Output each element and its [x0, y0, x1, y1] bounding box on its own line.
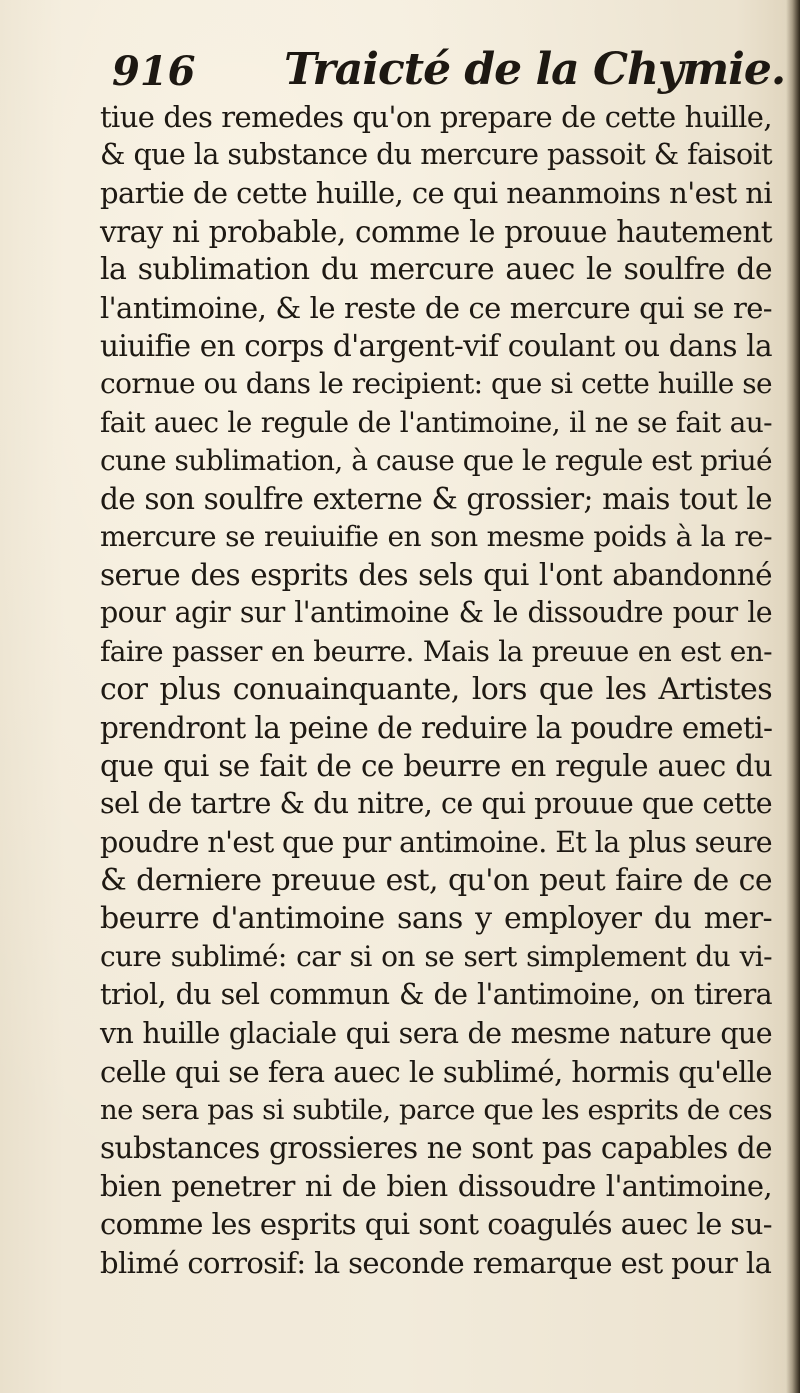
text-line: celle qui se fera auec le sublimé, hormis qu'elle — [100, 1054, 772, 1089]
text-line: ne sera pas si subtile, parce que les esprits de ces — [100, 1093, 772, 1126]
text-line: bien penetrer ni de bien dissoudre l'antimoine, — [100, 1169, 772, 1204]
text-line: pour agir sur l'antimoine & le dissoudre pour le — [100, 596, 772, 630]
text-line: & derniere preuue est, qu'on peut faire de ce — [100, 862, 772, 898]
text-line: faire passer en beurre. Mais la preuue en est en- — [100, 634, 772, 668]
text-line: comme les esprits qui sont coagulés auec le su- — [100, 1207, 772, 1242]
text-line: serue des esprits des sels qui l'ont abandonné — [100, 558, 772, 593]
text-line: blimé corrosif: la seconde remarque est pour la — [100, 1245, 772, 1280]
text-line: poudre n'est que pur antimoine. Et la plus seure — [100, 825, 772, 859]
text-line: cornue ou dans le recipient: que si cette huille se — [100, 367, 772, 401]
text-line: cure sublimé: car si on se sert simplement du vi- — [100, 940, 772, 974]
text-line: mercure se reuiuifie en son mesme poids à la re- — [100, 520, 772, 554]
text-line: vray ni probable, comme le prouue hautement — [100, 214, 772, 249]
text-line: la sublimation du mercure auec le soulfre de — [100, 251, 772, 287]
text-line: & que la substance du mercure passoit & faisoit — [100, 138, 772, 172]
text-line: triol, du sel commun & de l'antimoine, on tirera — [100, 978, 772, 1012]
text-line: prendront la peine de reduire la poudre emeti- — [100, 711, 773, 745]
page-header — [108, 40, 786, 102]
text-line: tiue des remedes qu'on prepare de cette huille, — [100, 100, 772, 134]
page-number: 916 — [112, 48, 196, 95]
text-line: beurre d'antimoine sans y employer du mer- — [100, 900, 772, 936]
text-line: partie de cette huille, ce qui neanmoins n'est ni — [100, 176, 772, 211]
text-line: uiuifie en corps d'argent-vif coulant ou dans la — [100, 329, 772, 364]
text-line: fait auec le regule de l'antimoine, il ne se fait au- — [100, 405, 772, 439]
text-line: cor plus conuainquante, lors que les Artistes — [100, 671, 772, 707]
text-line: l'antimoine, & le reste de ce mercure qui se re- — [100, 290, 772, 325]
text-line: sel de tartre & du nitre, ce qui prouue que cette — [100, 787, 772, 821]
text-line: que qui se fait de ce beurre en regule auec du — [100, 749, 772, 784]
text-line: cune sublimation, à cause que le regule est priué — [100, 443, 772, 477]
text-line: vn huille glaciale qui sera de mesme nature que — [100, 1016, 772, 1050]
body-text — [100, 98, 772, 1282]
page-edge-shadow — [786, 0, 800, 1393]
text-line: substances grossieres ne sont pas capables de — [100, 1131, 772, 1166]
text-line: de son soulfre externe & grossier; mais tout le — [100, 481, 772, 516]
running-title: Traicté de la Chymie. — [284, 44, 786, 95]
